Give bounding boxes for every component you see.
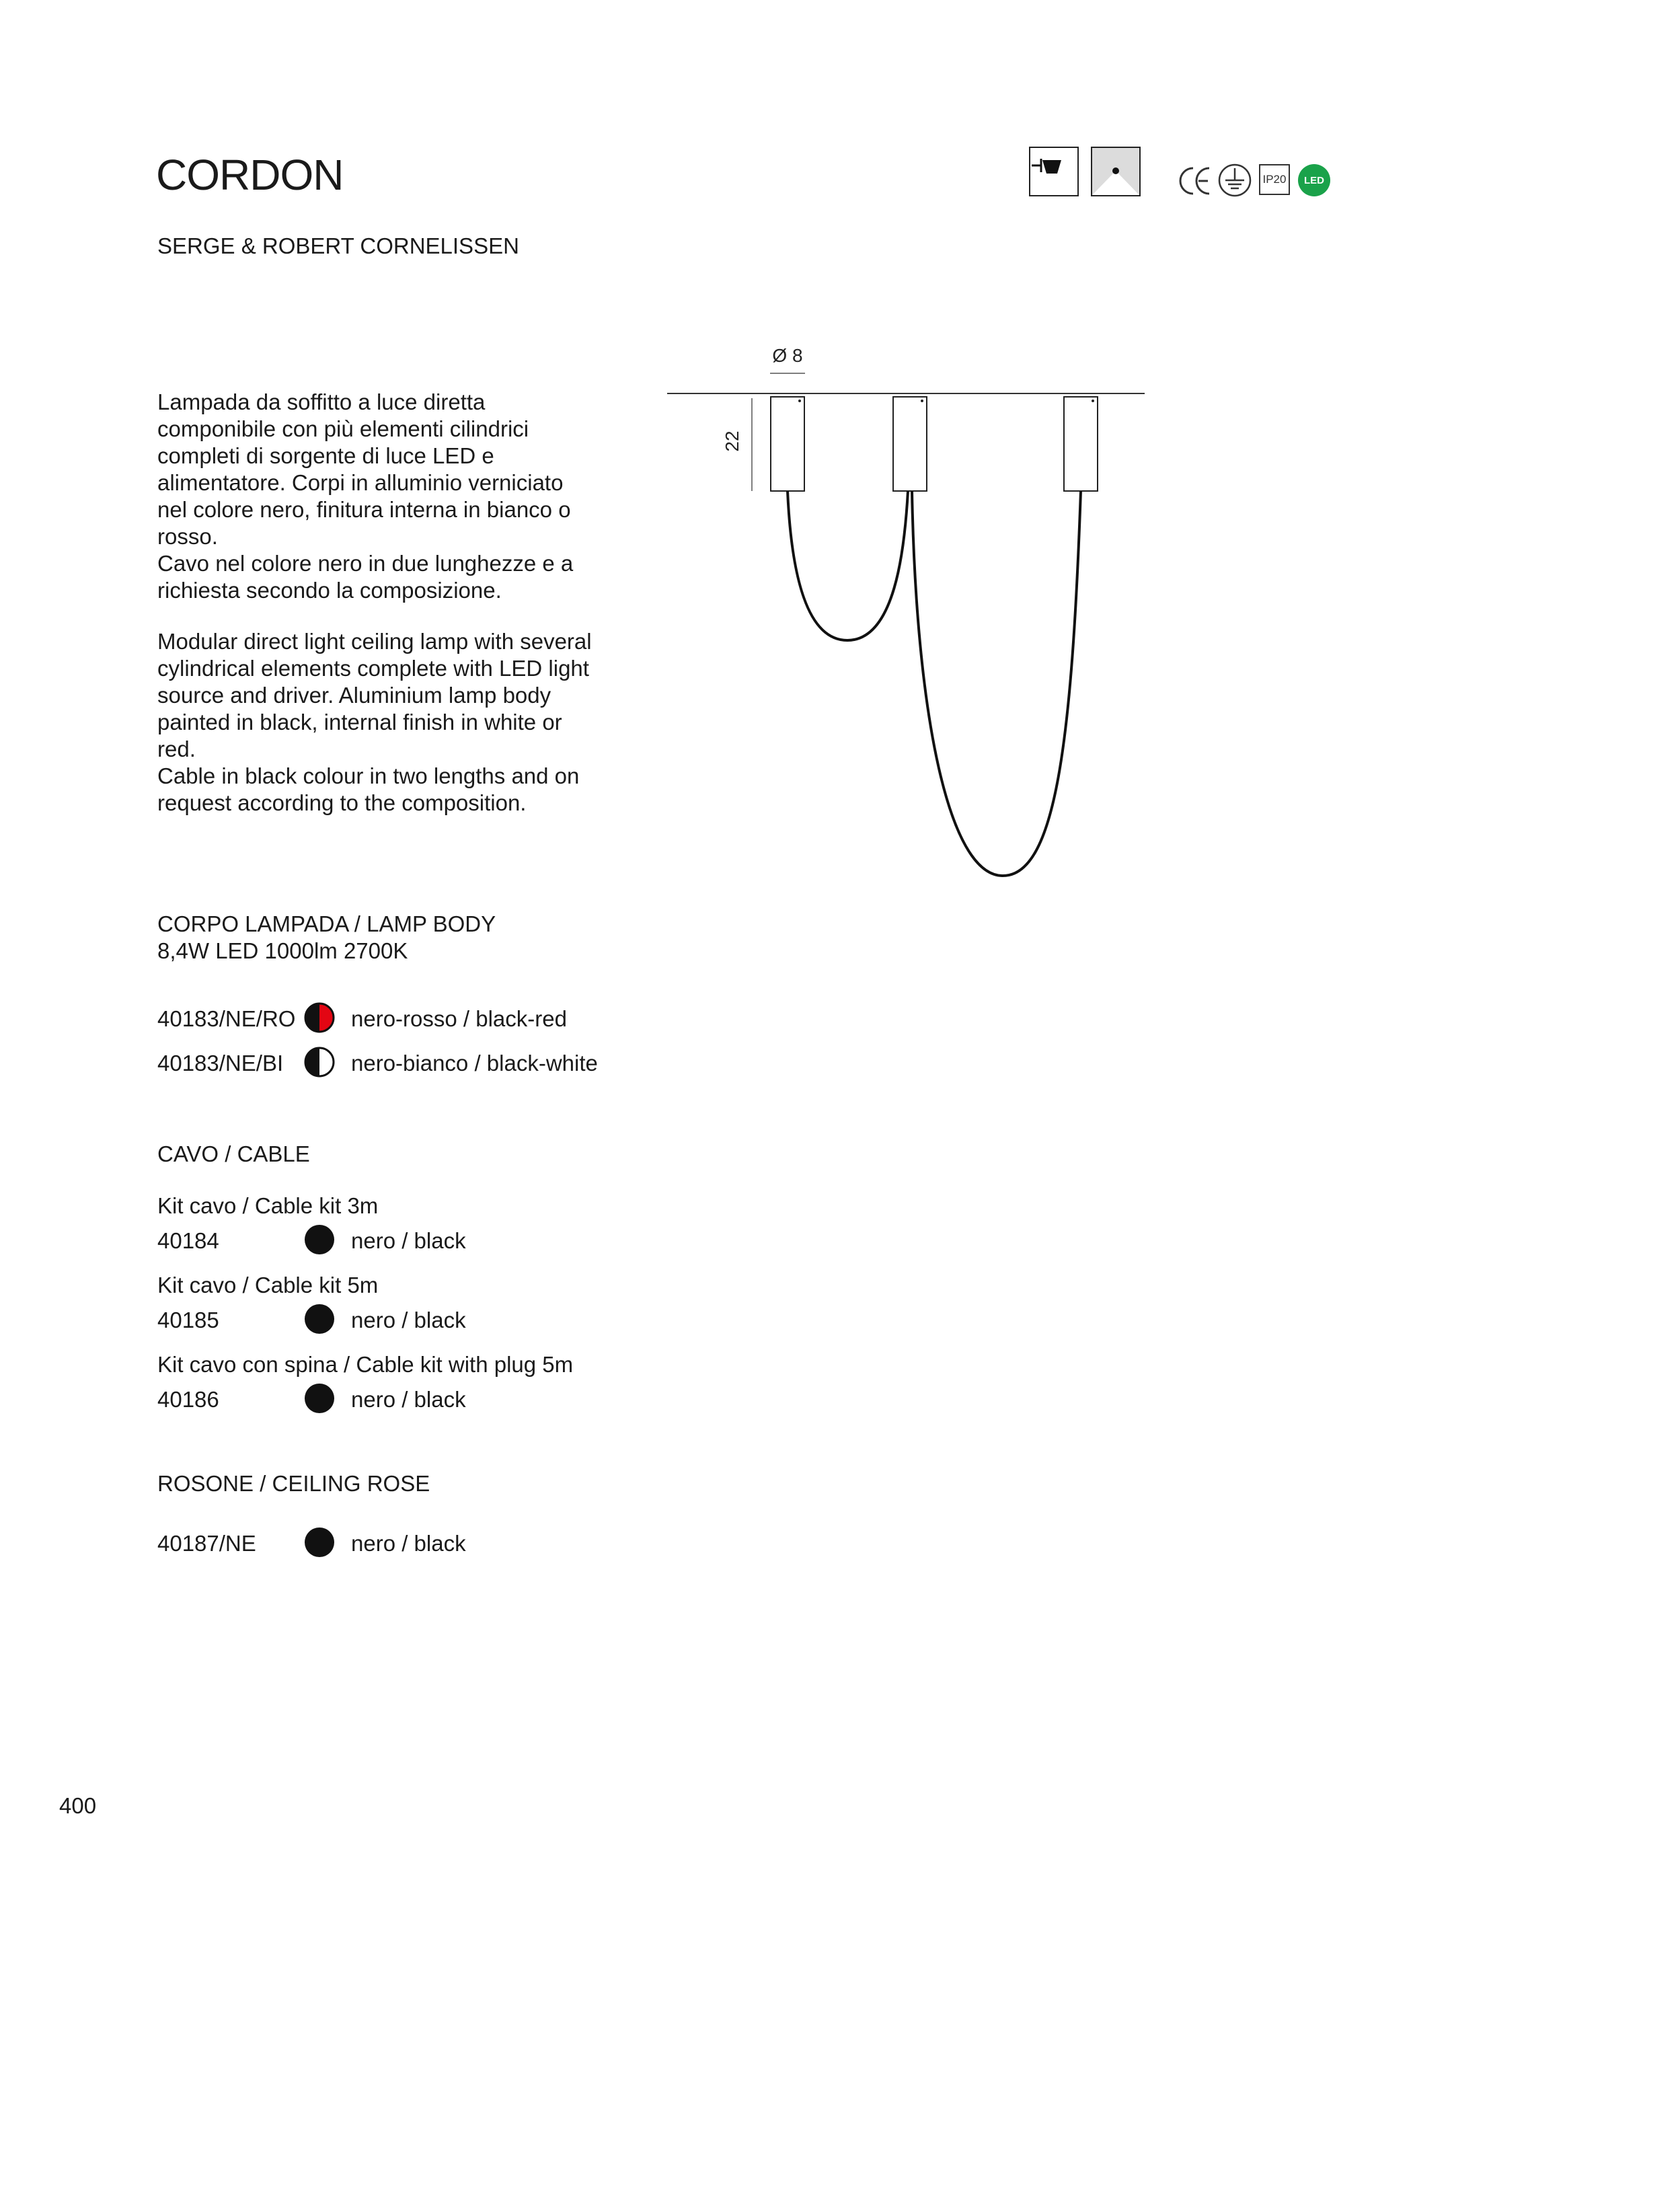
led-badge: LED <box>1298 164 1330 196</box>
finish-label: nero / black <box>351 1387 466 1412</box>
list-item <box>157 1273 763 1337</box>
direct-light-icon <box>1091 147 1141 196</box>
finish-label: nero-bianco / black-white <box>351 1051 598 1076</box>
lamp-body-heading: CORPO LAMPADA / LAMP BODY <box>157 911 496 936</box>
cable-long <box>912 491 1081 876</box>
lamp-body-2 <box>893 397 927 491</box>
designer-name: SERGE & ROBERT CORNELISSEN <box>157 233 519 258</box>
cable-short <box>788 491 908 640</box>
cable-heading: CAVO / CABLE <box>157 1141 310 1166</box>
lamp-body-spec: 8,4W LED 1000lm 2700K <box>157 938 408 963</box>
height-label: 22 <box>722 430 742 452</box>
list-item <box>157 1352 763 1417</box>
ceiling-mount-icon <box>1029 147 1079 196</box>
kit-label: Kit cavo / Cable kit 3m <box>157 1193 379 1218</box>
black-swatch-icon <box>304 1224 335 1255</box>
product-code: 40187/NE <box>157 1531 256 1556</box>
list-item <box>157 1044 763 1080</box>
product-code: 40186 <box>157 1387 219 1412</box>
black-red-swatch-icon <box>304 1002 335 1033</box>
list-item <box>157 1524 763 1560</box>
lamp-body-1 <box>771 397 804 491</box>
description-italian: Lampada da soffitto a luce diretta componibile con più elementi cilindrici completi di sorgente di luce LED e alimentatore. Corpi in alluminio verniciato nel colore nero, finitura interna in bianco o rosso. Cavo nel colore nero in due lunghezze e a richiesta secondo la composizione. <box>157 389 574 603</box>
product-code: 40184 <box>157 1228 219 1253</box>
ip-rating-badge: IP20 <box>1259 164 1290 195</box>
black-swatch-icon <box>304 1383 335 1414</box>
list-item <box>157 999 763 1036</box>
black-swatch-icon <box>304 1527 335 1558</box>
earth-ground-icon <box>1217 163 1252 198</box>
ceiling-rose-heading: ROSONE / CEILING ROSE <box>157 1471 430 1496</box>
kit-label: Kit cavo / Cable kit 5m <box>157 1273 379 1297</box>
product-code: 40183/NE/RO <box>157 1006 296 1031</box>
list-item <box>157 1193 763 1258</box>
lamp-body-3 <box>1064 397 1098 491</box>
page-number: 400 <box>59 1793 97 1818</box>
diameter-label: Ø 8 <box>772 345 803 366</box>
black-white-swatch-icon <box>304 1047 335 1078</box>
product-code: 40185 <box>157 1308 219 1332</box>
description-english: Modular direct light ceiling lamp with several cylindrical elements complete with LED light source and driver. Aluminium lamp body painted in black, internal finish in white or red. Cable in black colour in two lengths and on request according to the composition. <box>157 629 592 815</box>
black-swatch-icon <box>304 1304 335 1334</box>
ce-mark-icon <box>1178 164 1213 198</box>
product-code: 40183/NE/BI <box>157 1051 284 1076</box>
lamp-technical-drawing <box>666 336 1150 888</box>
finish-label: nero / black <box>351 1228 466 1253</box>
finish-label: nero / black <box>351 1308 466 1332</box>
kit-label: Kit cavo con spina / Cable kit with plug 5m <box>157 1352 574 1377</box>
finish-label: nero / black <box>351 1531 466 1556</box>
finish-label: nero-rosso / black-red <box>351 1006 567 1031</box>
product-title: CORDON <box>156 151 344 199</box>
